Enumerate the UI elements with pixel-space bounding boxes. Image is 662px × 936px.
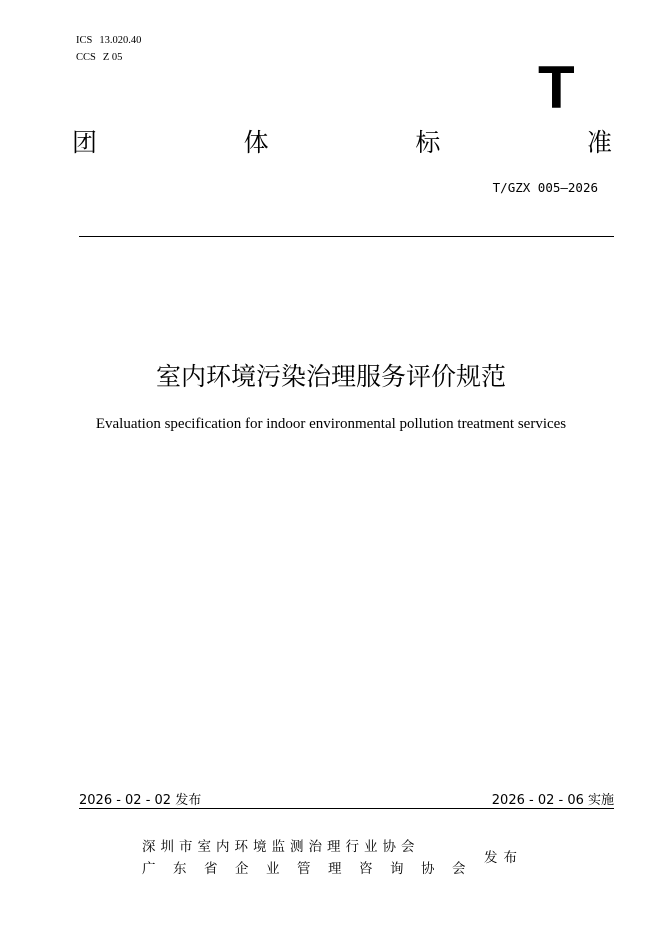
- standard-type-heading: [72, 126, 612, 160]
- issuing-organizations: [142, 836, 483, 880]
- ics-row: [76, 32, 141, 49]
- ccs-row: [76, 49, 141, 66]
- implementation-date: 2026 - 02 - 06 实施: [491, 793, 614, 808]
- issuer-name: 深圳市室内环境监测治理行业协会: [142, 839, 420, 855]
- classification-codes: [76, 32, 141, 66]
- ics-label: ICS: [76, 35, 93, 46]
- footer-divider: [79, 808, 614, 809]
- release-date: 2026 - 02 - 02 发布: [79, 793, 202, 808]
- document-title-chinese: 室内环境污染治理服务评价规范: [155, 362, 506, 391]
- document-title-english: Evaluation specification for indoor environmental pollution treatment services: [95, 416, 567, 432]
- standard-mark: T: [538, 54, 575, 121]
- standard-type-char: 团: [72, 128, 98, 157]
- standard-number: T/GZX 005—2026: [492, 180, 598, 195]
- ccs-value: Z 05: [102, 52, 123, 63]
- ics-value: 13.020.40: [99, 35, 142, 46]
- header-divider: [79, 236, 614, 237]
- issuer-name: 广东省企业管理咨询协会: [142, 861, 483, 877]
- standard-type-char: 体: [243, 128, 269, 157]
- standard-type-char: 准: [586, 128, 612, 157]
- standard-type-char: 标: [415, 128, 441, 157]
- ccs-label: CCS: [76, 52, 96, 63]
- publish-label: 发布: [484, 850, 523, 866]
